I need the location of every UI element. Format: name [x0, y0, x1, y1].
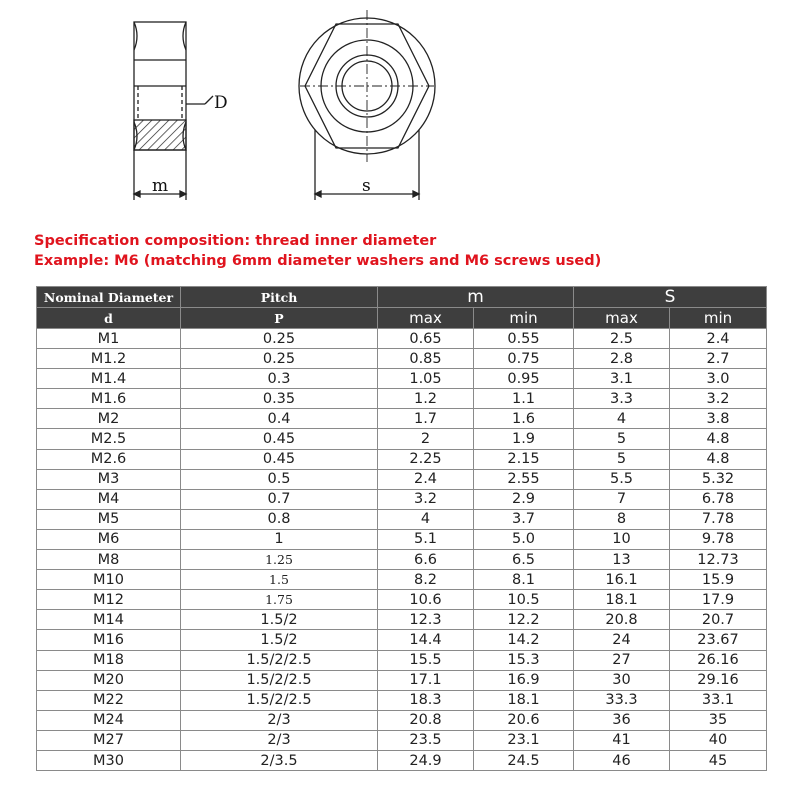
cell-m-max: 15.5 [378, 650, 474, 670]
technical-drawings [0, 0, 800, 225]
header-s-max: max [574, 308, 670, 329]
header-row-2 [37, 308, 767, 329]
table-body [37, 329, 767, 771]
table-row [37, 509, 767, 529]
cell-pitch: 1.25 [181, 550, 378, 570]
header-group-s: S [574, 287, 767, 308]
cell-nominal-diameter: M2.5 [37, 429, 181, 449]
cell-s-max: 4 [574, 409, 670, 429]
cell-nominal-diameter: M1.2 [37, 349, 181, 369]
cell-nominal-diameter: M1.4 [37, 369, 181, 389]
cell-nominal-diameter: M27 [37, 730, 181, 750]
cell-s-min: 26.16 [670, 650, 767, 670]
cell-m-max: 17.1 [378, 670, 474, 690]
cell-nominal-diameter: M22 [37, 690, 181, 710]
cell-m-max: 0.65 [378, 329, 474, 349]
cell-m-min: 14.2 [474, 630, 574, 650]
cell-nominal-diameter: M24 [37, 710, 181, 730]
cell-nominal-diameter: M3 [37, 469, 181, 489]
cell-m-min: 12.2 [474, 610, 574, 630]
table-row [37, 409, 767, 429]
cell-s-min: 5.32 [670, 469, 767, 489]
cell-m-min: 2.15 [474, 449, 574, 469]
cell-pitch: 0.7 [181, 489, 378, 509]
cell-pitch: 0.25 [181, 349, 378, 369]
cell-m-min: 23.1 [474, 730, 574, 750]
header-m-max: max [378, 308, 474, 329]
cell-nominal-diameter: M20 [37, 670, 181, 690]
table-row [37, 550, 767, 570]
cell-pitch: 1.75 [181, 590, 378, 610]
cell-nominal-diameter: M14 [37, 610, 181, 630]
cell-nominal-diameter: M4 [37, 489, 181, 509]
header-pitch: Pitch [181, 287, 378, 308]
cell-m-max: 10.6 [378, 590, 474, 610]
cell-m-max: 4 [378, 509, 474, 529]
cell-m-min: 0.75 [474, 349, 574, 369]
cell-s-min: 2.4 [670, 329, 767, 349]
table-row [37, 429, 767, 449]
cell-m-min: 1.6 [474, 409, 574, 429]
nut-top-view [299, 10, 435, 200]
table-row [37, 529, 767, 549]
cell-pitch: 0.3 [181, 369, 378, 389]
table-row [37, 369, 767, 389]
header-pitch-symbol: P [181, 308, 378, 329]
table-row [37, 349, 767, 369]
cell-nominal-diameter: M30 [37, 750, 181, 770]
header-m-min: min [474, 308, 574, 329]
cell-s-min: 7.78 [670, 509, 767, 529]
cell-s-max: 13 [574, 550, 670, 570]
cell-m-max: 2.25 [378, 449, 474, 469]
drawings-svg [0, 0, 800, 225]
cell-pitch: 2/3 [181, 730, 378, 750]
cell-pitch: 2/3 [181, 710, 378, 730]
table-row [37, 750, 767, 770]
table-row [37, 670, 767, 690]
cell-pitch: 0.45 [181, 429, 378, 449]
table-row [37, 389, 767, 409]
cell-m-max: 1.7 [378, 409, 474, 429]
cell-s-max: 5.5 [574, 469, 670, 489]
cell-s-max: 27 [574, 650, 670, 670]
cell-m-min: 3.7 [474, 509, 574, 529]
cell-nominal-diameter: M8 [37, 550, 181, 570]
label-s: s [362, 176, 371, 196]
label-m: m [152, 176, 169, 196]
cell-m-min: 24.5 [474, 750, 574, 770]
cell-s-min: 3.0 [670, 369, 767, 389]
cell-m-max: 20.8 [378, 710, 474, 730]
cell-m-max: 1.2 [378, 389, 474, 409]
cell-m-max: 6.6 [378, 550, 474, 570]
cell-s-max: 16.1 [574, 570, 670, 590]
cell-s-max: 46 [574, 750, 670, 770]
table-row [37, 610, 767, 630]
cell-s-max: 18.1 [574, 590, 670, 610]
cell-s-max: 8 [574, 509, 670, 529]
table-row [37, 570, 767, 590]
cell-pitch: 0.45 [181, 449, 378, 469]
cell-m-max: 12.3 [378, 610, 474, 630]
cell-m-min: 10.5 [474, 590, 574, 610]
cell-pitch: 1.5/2 [181, 610, 378, 630]
cell-s-min: 33.1 [670, 690, 767, 710]
cell-m-max: 2.4 [378, 469, 474, 489]
cell-m-min: 1.1 [474, 389, 574, 409]
cell-s-max: 20.8 [574, 610, 670, 630]
cell-s-min: 4.8 [670, 429, 767, 449]
cell-nominal-diameter: M6 [37, 529, 181, 549]
cell-m-max: 2 [378, 429, 474, 449]
cell-m-max: 24.9 [378, 750, 474, 770]
table-row [37, 650, 767, 670]
cell-m-max: 3.2 [378, 489, 474, 509]
cell-m-max: 23.5 [378, 730, 474, 750]
spec-line-1: Specification composition: thread inner diameter [34, 233, 437, 249]
table-row [37, 329, 767, 349]
cell-s-max: 3.1 [574, 369, 670, 389]
cell-s-max: 36 [574, 710, 670, 730]
cell-pitch: 0.35 [181, 389, 378, 409]
nut-spec-table [36, 286, 767, 771]
cell-m-max: 8.2 [378, 570, 474, 590]
cell-s-max: 33.3 [574, 690, 670, 710]
cell-s-min: 40 [670, 730, 767, 750]
cell-nominal-diameter: M1 [37, 329, 181, 349]
cell-s-max: 2.8 [574, 349, 670, 369]
cell-pitch: 2/3.5 [181, 750, 378, 770]
cell-nominal-diameter: M2 [37, 409, 181, 429]
cell-m-min: 2.9 [474, 489, 574, 509]
cell-m-min: 1.9 [474, 429, 574, 449]
specification-text [34, 231, 601, 271]
cell-pitch: 0.4 [181, 409, 378, 429]
cell-s-min: 4.8 [670, 449, 767, 469]
cell-m-max: 18.3 [378, 690, 474, 710]
cell-m-max: 5.1 [378, 529, 474, 549]
cell-s-max: 5 [574, 449, 670, 469]
table-row [37, 469, 767, 489]
cell-m-min: 2.55 [474, 469, 574, 489]
cell-s-min: 35 [670, 710, 767, 730]
cell-nominal-diameter: M5 [37, 509, 181, 529]
cell-s-min: 23.67 [670, 630, 767, 650]
cell-m-min: 0.95 [474, 369, 574, 389]
cell-s-min: 6.78 [670, 489, 767, 509]
cell-s-max: 24 [574, 630, 670, 650]
header-group-m: m [378, 287, 574, 308]
cell-s-min: 15.9 [670, 570, 767, 590]
cell-m-max: 0.85 [378, 349, 474, 369]
cell-s-max: 30 [574, 670, 670, 690]
cell-s-min: 29.16 [670, 670, 767, 690]
nut-side-view [134, 22, 213, 200]
cell-s-max: 2.5 [574, 329, 670, 349]
cell-nominal-diameter: M12 [37, 590, 181, 610]
cell-m-min: 20.6 [474, 710, 574, 730]
cell-s-min: 3.8 [670, 409, 767, 429]
cell-m-min: 15.3 [474, 650, 574, 670]
cell-s-max: 10 [574, 529, 670, 549]
cell-pitch: 1 [181, 529, 378, 549]
cell-m-min: 18.1 [474, 690, 574, 710]
table-row [37, 630, 767, 650]
cell-pitch: 0.25 [181, 329, 378, 349]
table-row [37, 730, 767, 750]
cell-pitch: 1.5/2 [181, 630, 378, 650]
table-row [37, 449, 767, 469]
label-d: D [214, 93, 228, 113]
cell-m-min: 5.0 [474, 529, 574, 549]
cell-m-min: 16.9 [474, 670, 574, 690]
cell-m-max: 14.4 [378, 630, 474, 650]
cell-s-min: 45 [670, 750, 767, 770]
cell-s-max: 3.3 [574, 389, 670, 409]
table-row [37, 710, 767, 730]
cell-m-max: 1.05 [378, 369, 474, 389]
hatched-section [134, 120, 186, 150]
cell-s-min: 2.7 [670, 349, 767, 369]
cell-m-min: 8.1 [474, 570, 574, 590]
cell-pitch: 0.8 [181, 509, 378, 529]
header-nominal-symbol: d [37, 308, 181, 329]
table-header [37, 287, 767, 329]
cell-s-min: 12.73 [670, 550, 767, 570]
cell-s-min: 17.9 [670, 590, 767, 610]
cell-pitch: 0.5 [181, 469, 378, 489]
table-row [37, 590, 767, 610]
cell-pitch: 1.5 [181, 570, 378, 590]
cell-s-max: 41 [574, 730, 670, 750]
cell-s-max: 7 [574, 489, 670, 509]
table-row [37, 489, 767, 509]
cell-s-min: 3.2 [670, 389, 767, 409]
cell-nominal-diameter: M18 [37, 650, 181, 670]
cell-nominal-diameter: M1.6 [37, 389, 181, 409]
cell-m-min: 0.55 [474, 329, 574, 349]
cell-pitch: 1.5/2/2.5 [181, 690, 378, 710]
header-row-1 [37, 287, 767, 308]
cell-m-min: 6.5 [474, 550, 574, 570]
cell-nominal-diameter: M16 [37, 630, 181, 650]
spec-line-2: Example: M6 (matching 6mm diameter washers and M6 screws used) [34, 253, 602, 269]
header-nominal-diameter: Nominal Diameter [37, 287, 181, 308]
table-row [37, 690, 767, 710]
cell-nominal-diameter: M2.6 [37, 449, 181, 469]
header-s-min: min [670, 308, 767, 329]
cell-s-min: 9.78 [670, 529, 767, 549]
cell-pitch: 1.5/2/2.5 [181, 670, 378, 690]
cell-pitch: 1.5/2/2.5 [181, 650, 378, 670]
cell-s-min: 20.7 [670, 610, 767, 630]
cell-nominal-diameter: M10 [37, 570, 181, 590]
cell-s-max: 5 [574, 429, 670, 449]
